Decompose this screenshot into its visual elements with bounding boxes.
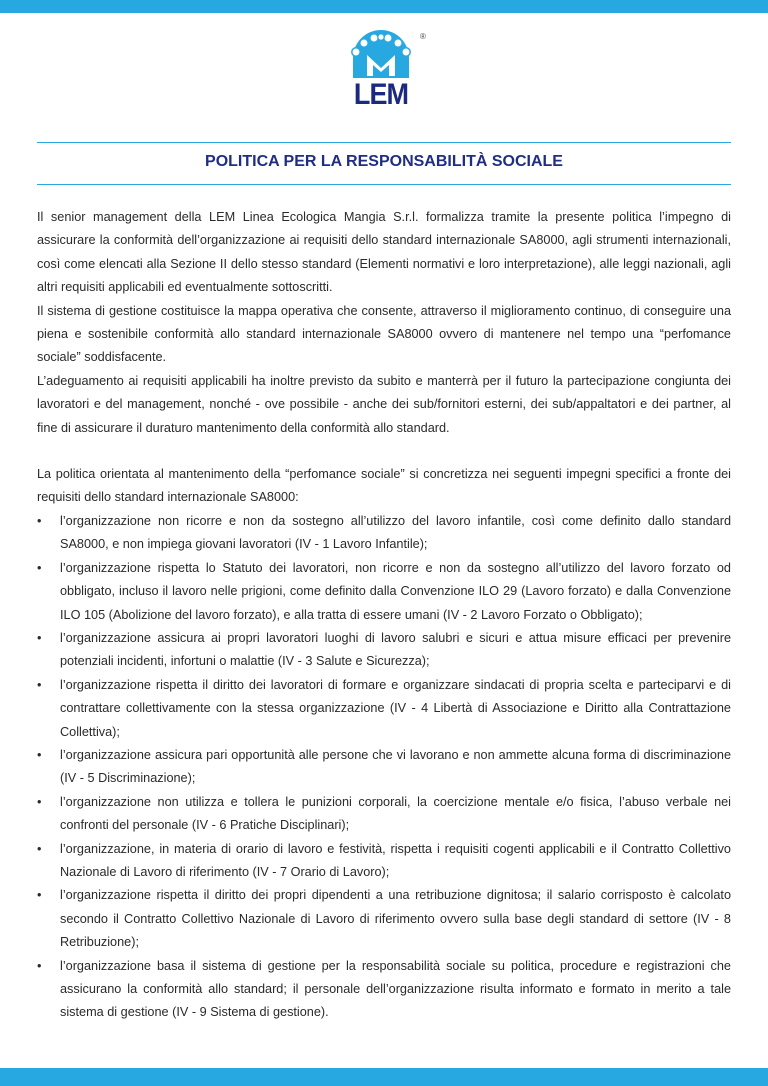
commitments-list <box>37 510 731 1025</box>
registered-mark: ® <box>420 32 426 41</box>
commitment-text: l’organizzazione rispetta lo Statuto dei lavoratori, non ricorre e non da sostegno all’utilizzo del lavoro forzato od obbligato, incluso il lavoro nelle prigioni, come definito dalla Convenzione ILO 29 (Lavoro forzato) e dalla Convenzione ILO 105 (Abolizione del lavoro forzato), e alla tratta di essere umani (IV - 2 Lavoro Forzato o Obbligato); <box>60 560 731 622</box>
title-top-rule <box>37 142 731 143</box>
commitment-item <box>37 557 731 627</box>
paragraph-spacer <box>37 440 731 463</box>
commitment-item <box>37 510 731 557</box>
commitment-item <box>37 955 731 1025</box>
intro-paragraph: Il sistema di gestione costituisce la mappa operativa che consente, attraverso il miglioramento continuo, di conseguire una piena e sostenibile conformità allo standard internazionale SA8000 ovvero di mantenere nel tempo una “perfomance sociale” soddisfacente. <box>37 303 731 365</box>
commitment-item <box>37 791 731 838</box>
commitment-text: l’organizzazione rispetta il diritto dei lavoratori di formare e organizzare sindacati di propria scelta e parteciparvi e di contrattare collettivamente con la stessa organizzazione (IV - 4 Libertà di Associazione e Diritto alla Contrattazione Collettiva); <box>60 677 731 739</box>
intro-paragraph: L’adeguamento ai requisiti applicabili ha inoltre previsto da subito e manterrà per il futuro la partecipazione congiunta dei lavoratori e del management, nonché - ove possibile - anche dei sub/fornitori esterni, dei sub/appaltatori e dei partner, al fine di assicurare il duraturo mantenimento della conformità allo standard. <box>37 373 731 435</box>
bullet-icon: • <box>37 794 42 809</box>
commitment-item <box>37 744 731 791</box>
commitment-text: l’organizzazione basa il sistema di gestione per la responsabilità sociale su politica, procedure e registrazioni che assicurano la conformità allo standard; il personale dell’organizzazione risulta informato e formato in merito a tale sistema di gestione (IV - 9 Sistema di gestione). <box>60 958 731 1020</box>
commitment-text: l’organizzazione non ricorre e non da sostegno all’utilizzo del lavoro infantile, così come definito dallo standard SA8000, e non impiega giovani lavoratori (IV - 1 Lavoro Infantile); <box>60 513 731 552</box>
bullet-icon: • <box>37 888 42 903</box>
logo-emblem-icon <box>346 30 416 80</box>
bottom-color-band <box>0 1068 768 1086</box>
title-bottom-rule <box>37 184 731 185</box>
commitment-item <box>37 884 731 954</box>
logo-wordmark: LEM <box>353 78 409 111</box>
document-body <box>37 206 731 1025</box>
commitment-text: l’organizzazione assicura pari opportunità alle persone che vi lavorano e non ammette alcuna forma di discriminazione (IV - 5 Discriminazione); <box>60 747 731 786</box>
commitments-intro: La politica orientata al mantenimento della “perfomance sociale” si concretizza nei seguenti impegni specifici a fronte dei requisiti dello standard internazionale SA8000: <box>37 467 731 505</box>
commitment-text: l’organizzazione rispetta il diritto dei propri dipendenti a una retribuzione dignitosa; il salario corrisposto è calcolato secondo il Contratto Collettivo Nazionale di Lavoro di riferimento ovvero sulla base degli standard di settore (IV - 8 Retribuzione); <box>60 888 731 950</box>
commitment-item <box>37 674 731 744</box>
bullet-icon: • <box>37 747 42 762</box>
bullet-icon: • <box>37 513 42 528</box>
bullet-icon: • <box>37 677 42 692</box>
commitment-item <box>37 838 731 885</box>
commitment-text: l’organizzazione non utilizza e tollera le punizioni corporali, la coercizione mentale e/o fisica, l’abuso verbale nei confronti del personale (IV - 6 Pratiche Disciplinari); <box>60 794 731 833</box>
bullet-icon: • <box>37 630 42 645</box>
top-color-band <box>0 0 768 13</box>
intro-paragraph: Il senior management della LEM Linea Ecologica Mangia S.r.l. formalizza tramite la presente politica l’impegno di assicurare la conformità dell’organizzazione ai requisiti dello standard internazionale SA8000, agli strumenti internazionali, così come elencati alla Sezione II dello stesso standard (Elementi normativi e loro interpretazione), alle leggi nazionali, agli altri requisiti applicabili ed eventualmente sottoscritti. <box>37 210 731 295</box>
bullet-icon: • <box>37 841 42 856</box>
bullet-icon: • <box>37 958 42 973</box>
commitment-item <box>37 627 731 674</box>
commitment-text: l’organizzazione assicura ai propri lavoratori luoghi di lavoro salubri e sicuri e attua misure efficaci per prevenire potenziali incidenti, infortuni o malattie (IV - 3 Salute e Sicurezza); <box>60 630 731 669</box>
bullet-icon: • <box>37 560 42 575</box>
lem-logo <box>346 30 426 114</box>
commitment-text: l’organizzazione, in materia di orario di lavoro e festività, rispetta i requisiti cogenti applicabili e il Contratto Collettivo Nazionale di Lavoro di riferimento (IV - 7 Orario di Lavoro); <box>60 841 731 879</box>
document-title: POLITICA PER LA RESPONSABILITÀ SOCIALE <box>205 153 563 170</box>
